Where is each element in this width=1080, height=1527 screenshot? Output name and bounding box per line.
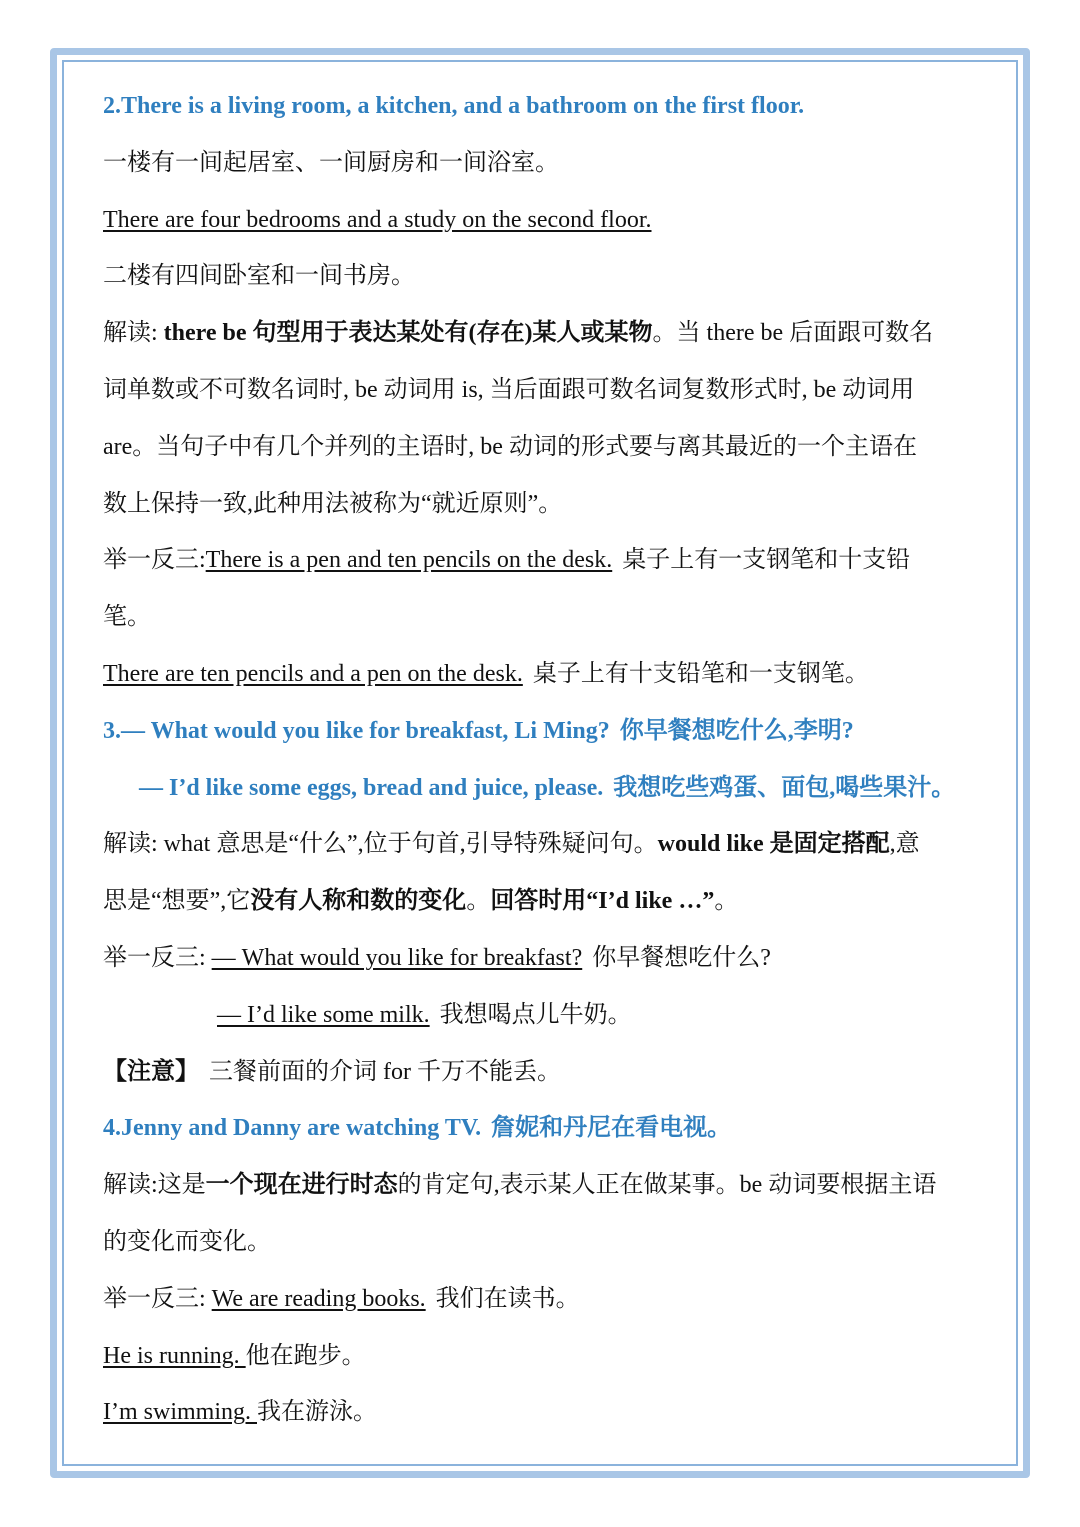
section-3-explanation-line-2: 思是“想要”,它没有人称和数的变化。回答时用“I’d like …”。 — [103, 888, 739, 915]
section-3-practice-answer: — I’d like some milk. 我想喝点儿牛奶。 — [217, 1001, 632, 1028]
practice-sentence: I’m swimming. — [103, 1399, 257, 1426]
practice-sentence: — I’d like some milk. — [217, 1001, 430, 1028]
section-2-explanation-line-2: 词单数或不可数名词时, be 动词用 is, 当后面跟可数名词复数形式时, be 动词用 — [103, 376, 915, 403]
practice-sentence: He is running. — [103, 1342, 246, 1369]
section-4-practice-line-1: 举一反三: We are reading books. 我们在读书。 — [103, 1285, 580, 1312]
section-2-explanation-line-1: 解读: there be 句型用于表达某处有(存在)某人或某物。当 there be 后面跟可数名 — [103, 320, 934, 347]
section-2-practice-line-1: 举一反三:There is a pen and ten pencils on the desk. 桌子上有一支钢笔和十支铅 — [103, 547, 911, 574]
document-body — [103, 78, 983, 1441]
section-2-heading: 2.There is a living room, a kitchen, and a bathroom on the first floor. — [103, 93, 805, 119]
section-3-question: 3.— What would you like for breakfast, Li Ming? 你早餐想吃什么,李明? — [103, 717, 854, 744]
section-3-note: 【注意】 三餐前面的介词 for 千万不能丢。 — [103, 1058, 561, 1085]
practice-sentence: There is a pen and ten pencils on the desk. — [205, 547, 613, 574]
practice-sentence: There are ten pencils and a pen on the desk. — [103, 660, 523, 687]
section-2-explanation-line-3: are。当句子中有几个并列的主语时, be 动词的形式要与离其最近的一个主语在 — [103, 433, 917, 460]
section-2-example-translation: 二楼有四间卧室和一间书房。 — [103, 263, 415, 290]
section-2-example — [103, 192, 983, 249]
section-2-practice-line-2: 笔。 — [103, 604, 151, 631]
example-sentence: There are four bedrooms and a study on the second floor. — [103, 206, 652, 233]
section-4-practice-line-2: He is running. 他在跑步。 — [103, 1342, 366, 1369]
practice-sentence: — What would you like for breakfast? — [211, 944, 583, 971]
section-2-translation: 一楼有一间起居室、一间厨房和一间浴室。 — [103, 149, 559, 176]
section-4-explanation-line-1: 解读:这是一个现在进行时态的肯定句,表示某人正在做某事。be 动词要根据主语 — [103, 1172, 937, 1199]
section-3-answer: — I’d like some eggs, bread and juice, please. 我想吃些鸡蛋、面包,喝些果汁。 — [139, 774, 956, 801]
section-3-practice-question: 举一反三: — What would you like for breakfast? 你早餐想吃什么? — [103, 944, 771, 971]
section-2-explanation-line-4: 数上保持一致,此种用法被称为“就近原则”。 — [103, 490, 563, 517]
section-2-practice-line-3: There are ten pencils and a pen on the desk. 桌子上有十支铅笔和一支钢笔。 — [103, 660, 869, 687]
section-4-explanation-line-2: 的变化而变化。 — [103, 1228, 271, 1255]
practice-sentence: We are reading books. — [211, 1285, 426, 1312]
section-4-practice-line-3: I’m swimming. 我在游泳。 — [103, 1399, 377, 1426]
section-3-explanation-line-1: 解读: what 意思是“什么”,位于句首,引导特殊疑问句。would like 是固定搭配,意 — [103, 831, 920, 858]
section-4-heading: 4.Jenny and Danny are watching TV. 詹妮和丹尼在看电视。 — [103, 1115, 732, 1142]
note-label: 【注意】 — [103, 1058, 199, 1085]
